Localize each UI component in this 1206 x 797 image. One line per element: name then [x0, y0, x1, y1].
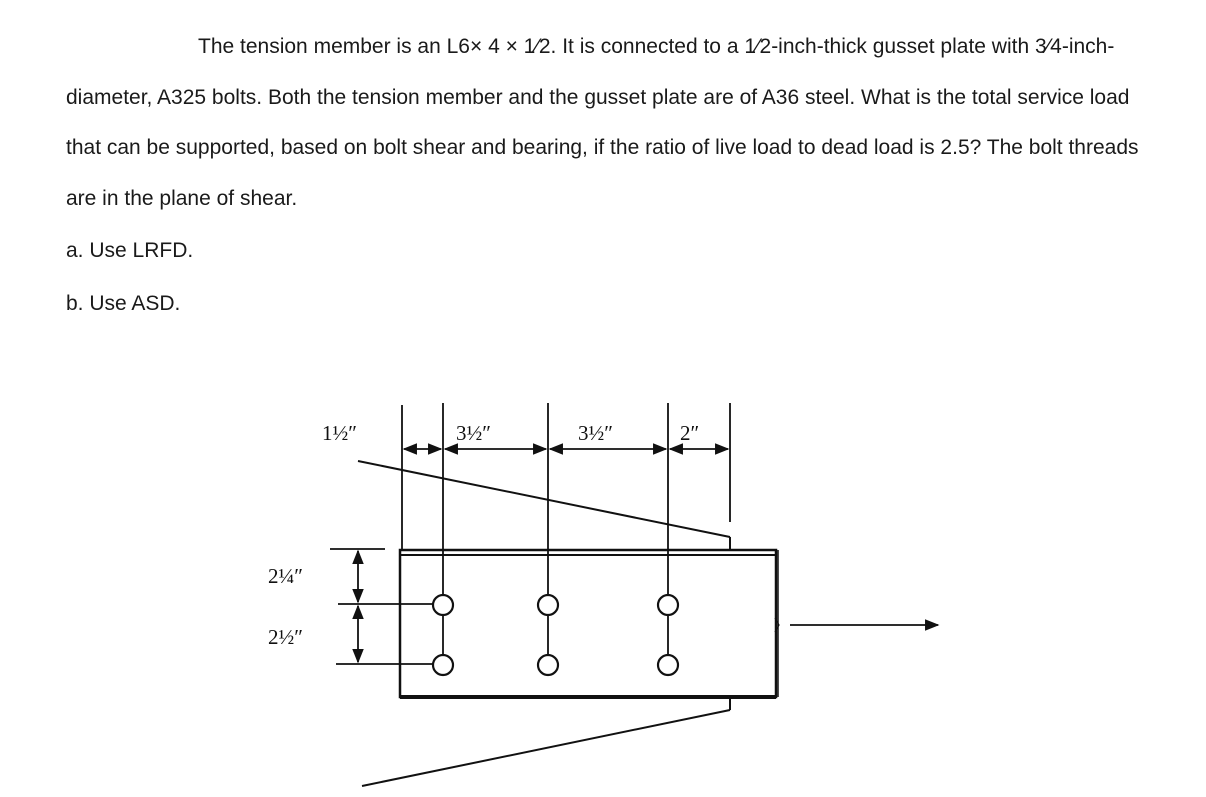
dim-gage-1: 2¼″ — [268, 564, 303, 588]
part-b: b. Use ASD. — [66, 291, 181, 315]
part-a: a. Use LRFD. — [66, 239, 194, 262]
problem-statement: The tension member is an L6× 4 × 1⁄2. It is connected to a 1⁄2-inch-thick gusset plate with 3⁄4-inch-diameter, A325 bolts. Both the tension member and the gusset plate are of A36 steel. What is the total service load that can be supported, based on bolt shear and bearing, if the ratio of live load to dead load is 2.5? The bolt threads are in the plane of shear. — [66, 35, 1139, 210]
dim-pitch-2: 3½″ — [578, 421, 613, 445]
bolt-hole — [538, 655, 558, 675]
dim-edge-distance: 1½″ — [322, 421, 357, 445]
dim-pitch-1: 3½″ — [456, 421, 491, 445]
bolt-hole — [658, 595, 678, 615]
bolt-hole — [658, 655, 678, 675]
angle-member — [400, 550, 778, 697]
horizontal-extension-lines — [330, 549, 432, 664]
dim-end-distance: 2″ — [680, 421, 700, 445]
bolt-hole — [433, 595, 453, 615]
bolt-hole — [538, 595, 558, 615]
dim-gage-2: 2½″ — [268, 625, 303, 649]
bolt-hole — [433, 655, 453, 675]
gusset-plate — [358, 461, 730, 786]
bolt-holes — [433, 595, 678, 675]
load-arrow — [775, 618, 938, 632]
